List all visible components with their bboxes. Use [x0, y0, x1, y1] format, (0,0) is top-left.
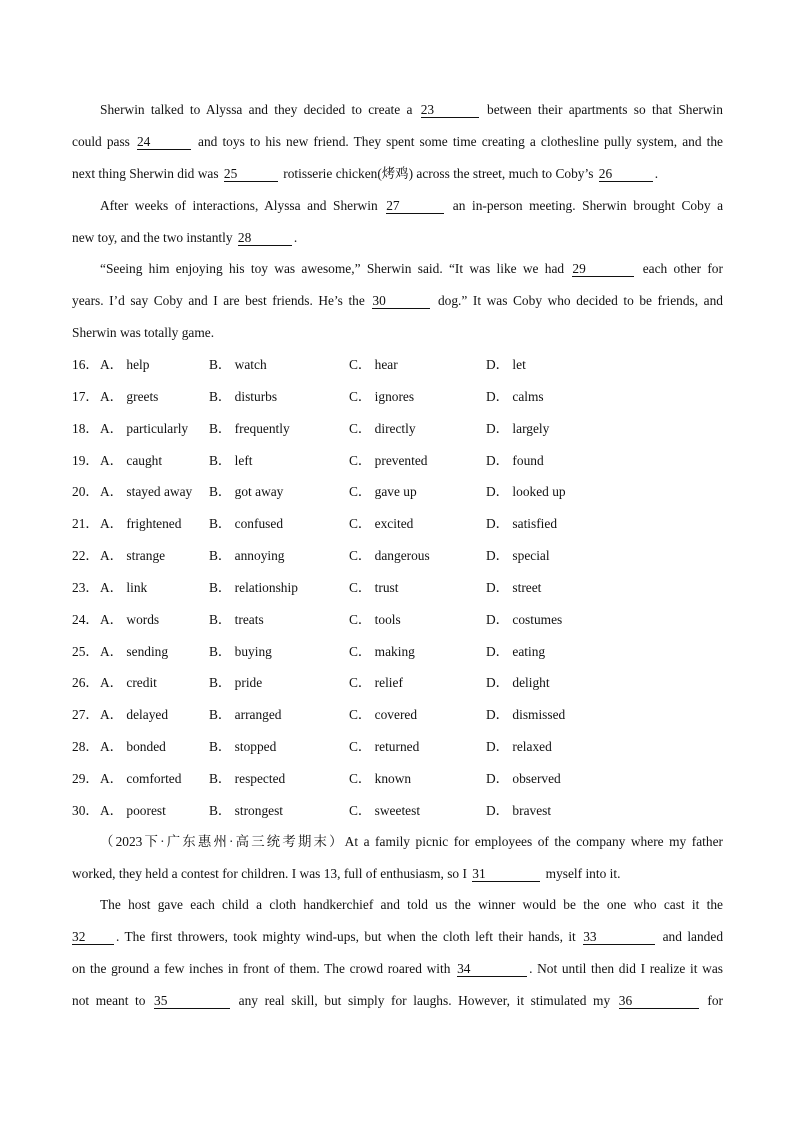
blank-27: 27	[386, 198, 444, 214]
option-a: A． comforted	[100, 770, 182, 786]
option-a: A． poorest	[100, 802, 166, 818]
blank-31: 31	[472, 866, 540, 882]
passage-text: .	[293, 230, 298, 245]
option-b: B． stopped	[209, 739, 277, 755]
question-number: 26．	[72, 675, 99, 691]
option-a: A． bonded	[100, 739, 166, 755]
question-number: 22．	[72, 548, 99, 564]
passage-text: between their apartments so that Sherwin	[487, 102, 723, 117]
passage-text: （2023下·广东惠州·高三统考期末）At a family picnic for employees of the company where my father	[100, 834, 723, 849]
option-d: D． calms	[486, 388, 544, 404]
option-b: B． relationship	[209, 579, 298, 595]
option-b: B． buying	[209, 643, 272, 659]
option-c: C． prevented	[349, 452, 428, 468]
option-a: A． stayed away	[100, 484, 193, 500]
passage-text: years. I’d say Coby and I are best friends. He’s the	[72, 293, 365, 308]
option-d: D． delight	[486, 675, 550, 691]
option-d: D． relaxed	[486, 739, 552, 755]
option-a: A． sending	[100, 643, 169, 659]
text-line	[72, 158, 723, 190]
blank-33: 33	[583, 929, 655, 945]
option-d: D． found	[486, 452, 544, 468]
text-line	[72, 222, 723, 254]
option-b: B． disturbs	[209, 388, 278, 404]
option-b: B． arranged	[209, 707, 282, 723]
text-line	[72, 317, 723, 349]
passage-text: . Not until then did I realize it was	[529, 961, 723, 976]
blank-24: 24	[137, 134, 191, 150]
passage-text: rotisserie chicken(烤鸡) across the street, much to Coby’s	[283, 166, 594, 181]
option-a: A． caught	[100, 452, 163, 468]
passage-text: next thing Sherwin did was	[72, 166, 219, 181]
option-b: B． frequently	[209, 420, 290, 436]
text-line	[72, 985, 723, 1017]
text-line	[72, 94, 723, 126]
question-number: 19．	[72, 452, 99, 468]
passage-text: After weeks of interactions, Alyssa and Sherwin	[100, 198, 378, 213]
option-d: D． largely	[486, 420, 550, 436]
option-a: A． particularly	[100, 420, 189, 436]
option-a: A． strange	[100, 548, 166, 564]
blank-32: 32	[72, 929, 114, 945]
question-number: 18．	[72, 420, 99, 436]
question-number: 28．	[72, 739, 99, 755]
passage-paragraph	[72, 253, 723, 349]
passage-text: “Seeing him enjoying his toy was awesome,” Sherwin said. “It was like we had	[100, 261, 565, 276]
option-c: C． hear	[349, 357, 398, 372]
text-line	[72, 190, 723, 222]
option-c: C． dangerous	[349, 548, 430, 564]
option-d: D． looked up	[486, 484, 566, 500]
passage-text: worked, they held a contest for children. I was 13, full of enthusiasm, so I	[72, 866, 467, 881]
option-c: C． ignores	[349, 388, 415, 404]
option-b: B． got away	[209, 484, 284, 500]
question-number: 27．	[72, 707, 99, 723]
option-a: A． credit	[100, 675, 157, 691]
passage-text: .	[654, 166, 659, 181]
text-line	[72, 253, 723, 285]
option-d: D． observed	[486, 770, 561, 786]
option-b: B． respected	[209, 770, 286, 786]
question-number: 23．	[72, 579, 99, 595]
text-line	[72, 126, 723, 158]
blank-28: 28	[238, 230, 292, 246]
option-c: C． gave up	[349, 484, 417, 500]
question-number: 20．	[72, 484, 99, 500]
question-number: 16．	[72, 357, 99, 372]
passage-text: could pass	[72, 134, 130, 149]
option-d: D． costumes	[486, 611, 563, 627]
question-number: 25．	[72, 643, 99, 659]
passage-text: myself into it.	[545, 866, 621, 881]
passage-text: any real skill, but simply for laughs. However, it stimulated my	[238, 993, 611, 1008]
option-c: C． tools	[349, 611, 401, 627]
passage-paragraph	[72, 94, 723, 190]
question-number: 17．	[72, 388, 99, 404]
question-number: 30．	[72, 802, 99, 818]
question-number: 24．	[72, 611, 99, 627]
option-c: C． trust	[349, 579, 399, 595]
option-b: B． confused	[209, 516, 284, 532]
text-line	[72, 858, 723, 890]
option-b: B． annoying	[209, 548, 285, 564]
option-c: C． relief	[349, 675, 403, 691]
text-line	[72, 826, 723, 858]
passage-text: dog.” It was Coby who decided to be friends, and	[437, 293, 723, 308]
option-b: B． strongest	[209, 802, 284, 818]
blank-30: 30	[372, 293, 430, 309]
option-c: C． excited	[349, 516, 414, 532]
option-d: D． eating	[486, 643, 546, 659]
passage-paragraph	[72, 826, 723, 890]
passage-text: not meant to	[72, 993, 146, 1008]
text-line	[72, 285, 723, 317]
blank-23: 23	[421, 102, 479, 118]
passage-text: new toy, and the two instantly	[72, 230, 233, 245]
option-c: C． sweetest	[349, 802, 421, 818]
option-c: C． covered	[349, 707, 418, 723]
option-a: A． frightened	[100, 516, 182, 532]
passage-text: Sherwin talked to Alyssa and they decided to create a	[100, 102, 413, 117]
passage-text: . The first throwers, took mighty wind-ups, but when the cloth left their hands, it	[116, 929, 576, 944]
option-b: B． treats	[209, 611, 264, 627]
option-c: C． directly	[349, 420, 416, 436]
passage-text: on the ground a few inches in front of them. The crowd roared with	[72, 961, 451, 976]
option-b: B． pride	[209, 675, 263, 691]
passage-paragraph	[72, 889, 723, 1017]
option-d: D． dismissed	[486, 707, 566, 723]
passage-text: and toys to his new friend. They spent some time creating a clothesline pully system, and the	[198, 134, 723, 149]
text-line	[72, 889, 723, 921]
passage-text: an in-person meeting. Sherwin brought Coby a	[452, 198, 724, 213]
option-b: B． left	[209, 452, 253, 468]
option-c: C． known	[349, 770, 412, 786]
text-line	[72, 921, 723, 953]
passage-text: Sherwin was totally game.	[72, 325, 215, 340]
text-line	[72, 953, 723, 985]
option-d: D． bravest	[486, 802, 552, 818]
passage-text: The host gave each child a cloth handkerchief and told us the winner would be the one who cast it the	[100, 897, 723, 912]
blank-36: 36	[619, 993, 699, 1009]
passage-text: each other for	[642, 261, 723, 276]
passage-text: for	[707, 993, 723, 1008]
option-a: A． words	[100, 611, 160, 627]
question-number: 29．	[72, 770, 99, 786]
option-a: A． link	[100, 579, 148, 595]
blank-34: 34	[457, 961, 527, 977]
option-a: A． help	[100, 357, 150, 372]
blank-29: 29	[572, 261, 634, 277]
option-a: A． delayed	[100, 707, 169, 723]
option-c: C． making	[349, 643, 415, 659]
passage-text: and landed	[662, 929, 724, 944]
option-d: D． special	[486, 548, 550, 564]
option-b: B． watch	[209, 357, 267, 372]
question-number: 21．	[72, 516, 99, 532]
blank-25: 25	[224, 166, 278, 182]
option-a: A． greets	[100, 388, 159, 404]
option-d: D． satisfied	[486, 516, 558, 532]
option-d: D． street	[486, 579, 542, 595]
blank-35: 35	[154, 993, 230, 1009]
passage-paragraph	[72, 190, 723, 254]
blank-26: 26	[599, 166, 653, 182]
option-c: C． returned	[349, 739, 420, 755]
option-d: D． let	[486, 357, 526, 372]
